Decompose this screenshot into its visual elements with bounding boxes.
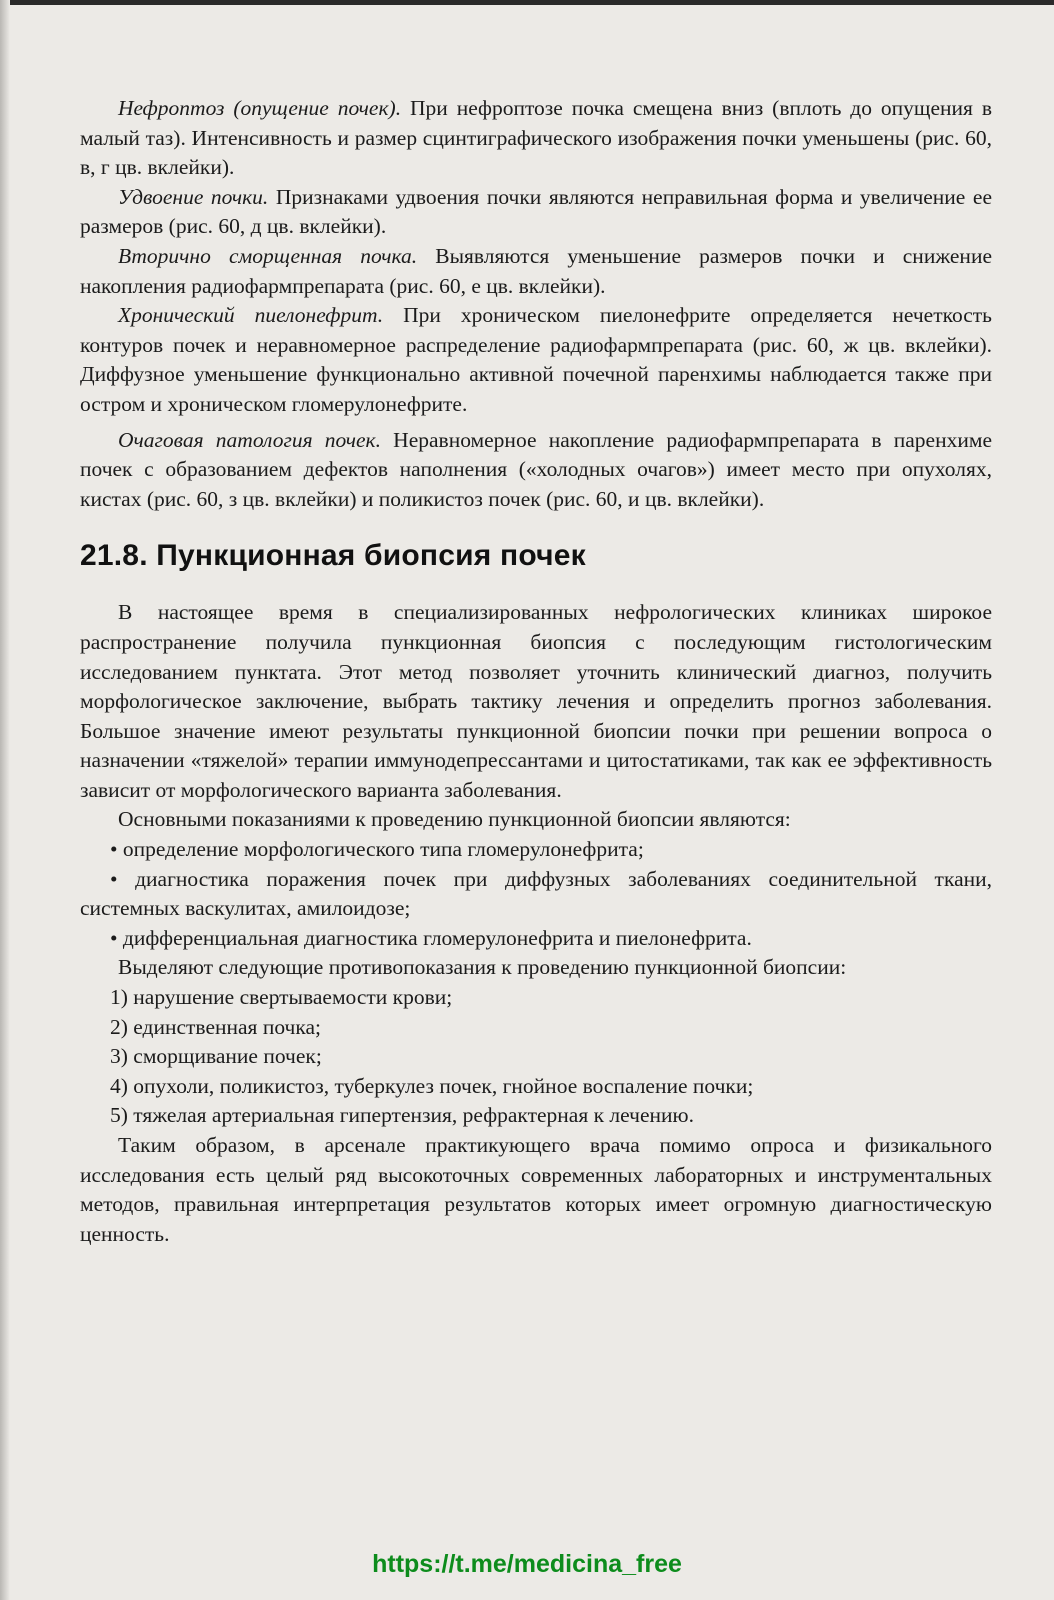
book-page (80, 94, 992, 1249)
paragraph-shrunken-kidney (80, 242, 992, 301)
paragraph-conclusion: Таким образом, в арсенале практикующего врача помимо опроса и физикального исследования есть целый ряд высокоточных современных лабораторных и инструментальных методов, правильная интерпретация результатов которых имеет огромную диагностическую ценность. (80, 1133, 992, 1246)
list-item: • дифференциальная диагностика гломерулонефрита и пиелонефрита. (110, 925, 752, 950)
term-kidney-duplication: Удвоение почки. (118, 184, 269, 209)
list-item: 5) тяжелая артериальная гипертензия, рефрактерная к лечению. (110, 1103, 694, 1128)
paragraph-text: Признаками удвоения почки являются неправильная форма и увеличение ее размеров (рис. 60, д цв. вклейки). (80, 184, 992, 239)
contraindications-lead: Выделяют следующие противопоказания к проведению пункционной биопсии: (118, 955, 847, 980)
paragraph-kidney-duplication (80, 183, 992, 242)
list-item: 1) нарушение свертываемости крови; (110, 985, 453, 1010)
list-item: 4) опухоли, поликистоз, туберкулез почек, гнойное воспаление почки; (110, 1073, 754, 1098)
section-heading: 21.8. Пункционная биопсия почек (80, 539, 586, 573)
paragraph-chronic-pyelonephritis (80, 301, 992, 419)
indications-list (80, 835, 992, 953)
scan-top-edge (0, 0, 1054, 5)
paragraph-text: При нефроптозе почка смещена вниз (вплоть до опущения в малый таз). Интенсивность и размер сцинтиграфического изображения почки уменьшены (рис. 60, в, г цв. вклейки). (80, 96, 992, 180)
paragraph-nephroptosis (80, 94, 992, 183)
list-item: 2) единственная почка; (110, 1014, 321, 1039)
telegram-link[interactable]: https://t.me/medicina_free (372, 1550, 682, 1578)
paragraph-text: Выявляются уменьшение размеров почки и снижение накопления радиофармпрепарата (рис. 60, е цв. вклейки). (80, 243, 992, 298)
term-chronic-pyelonephritis: Хронический пиелонефрит. (118, 303, 384, 328)
paragraph-text: Неравномерное накопление радиофармпрепарата в паренхиме почек с образованием дефектов наполнения («холодных очагов») имеет место при опухолях, кистах (рис. 60, з цв. вклейки) и поликистоз почек (рис. 60, и цв. вклейки). (80, 427, 993, 511)
paragraph-focal-pathology (80, 426, 992, 515)
scan-gutter-shadow (0, 0, 10, 1600)
indications-lead: Основными показаниями к проведению пункционной биопсии являются: (118, 807, 791, 832)
paragraph-intro: В настоящее время в специализированных нефрологических клиниках широкое распространение получила пункционная биопсия с последующим гистологическим исследованием пунктата. Этот метод позволяет уточнить клинический диагноз, получить морфологическое заключение, выбрать тактику лечения и определить прогноз заболевания. Большое значение имеют результаты пункционной биопсии почки при решении вопроса о назначении «тяжелой» терапии иммунодепрессантами и цитостатиками, так как ее эффективность зависит от морфологического варианта заболевания. (80, 600, 992, 802)
list-item: • диагностика поражения почек при диффузных заболеваниях соединительной ткани, системных васкулитах, амилоидозе; (80, 866, 992, 921)
term-nephroptosis: Нефроптоз (опущение почек). (118, 96, 402, 120)
contraindications-list (80, 983, 992, 1131)
list-item: • определение морфологического типа гломерулонефрита; (110, 837, 644, 862)
term-focal-pathology: Очаговая патология почек. (118, 427, 381, 452)
paragraph-text: При хроническом пиелонефрите определяется нечеткость контуров почек и неравномерное распределение радиофармпрепарата (рис. 60, ж цв. вклейки). Диффузное уменьшение функционально активной почечной паренхимы наблюдается также при остром и хроническом гломерулонефрите. (80, 303, 992, 416)
term-shrunken-kidney: Вторично сморщенная почка. (118, 243, 418, 268)
list-item: 3) сморщивание почек; (110, 1044, 322, 1069)
